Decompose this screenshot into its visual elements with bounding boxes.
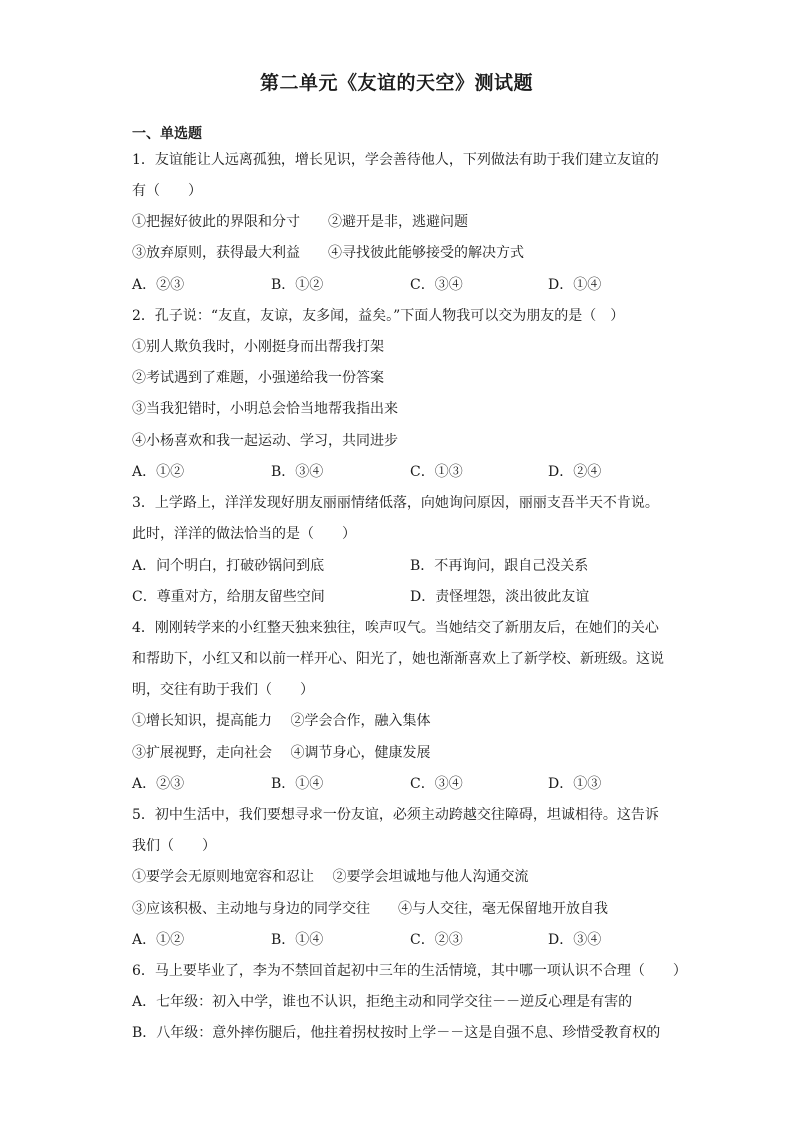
page-title: 第二单元《友谊的天空》测试题: [259, 72, 533, 94]
question-5-stem: 5．初中生活中，我们要想寻求一份友谊，必须主动跨越交往障碍，坦诚相待。这告诉: [132, 807, 659, 823]
question-5-items: ③应该积极、主动地与身边的同学交往 ④与人交往，毫无保留地开放自我: [132, 901, 608, 917]
question-1-option-c: C．③④: [410, 277, 463, 293]
question-2-stem: 2．孔子说：“友直，友谅，友多闻，益矣。”下面人物我可以交为朋友的是（ ）: [132, 308, 625, 324]
question-1-stem-cont: 有（ ）: [132, 183, 202, 199]
question-4-option-c: C．③④: [410, 776, 463, 792]
question-6-option-b: B．八年级：意外摔伤腿后，他拄着拐杖按时上学－－这是自强不息、珍惜受教育权的: [132, 1025, 661, 1041]
question-5-option-c: C．②③: [410, 932, 463, 948]
section-heading: 一、单选题: [132, 126, 202, 142]
question-2-option-a: A．①②: [132, 464, 185, 480]
question-2-option-c: C．①③: [410, 464, 463, 480]
question-4-stem-cont: 和帮助下，小红又和以前一样开心、阳光了，她也渐渐喜欢上了新学校、新班级。这说: [132, 651, 664, 667]
question-4-option-b: B．①④: [271, 776, 324, 792]
question-4-stem: 4．刚刚转学来的小红整天独来独往，唉声叹气。当她结交了新朋友后，在她们的关心: [132, 620, 659, 636]
question-2-item: ②考试遇到了难题，小强递给我一份答案: [132, 370, 384, 386]
question-4-option-a: A．②③: [132, 776, 185, 792]
question-4-stem-cont: 明，交往有助于我们（ ）: [132, 682, 314, 698]
question-6-option-a: A．七年级：初入中学，谁也不认识，拒绝主动和同学交往－－逆反心理是有害的: [132, 994, 633, 1010]
question-5-option-d: D．③④: [548, 932, 602, 948]
question-1-items: ①把握好彼此的界限和分寸 ②避开是非，逃避问题: [132, 214, 468, 230]
question-1-option-d: D．①④: [548, 277, 602, 293]
question-1-option-a: A．②③: [132, 277, 185, 293]
question-3-option-c: C．尊重对方，给朋友留些空间: [132, 589, 325, 605]
question-2-option-b: B．③④: [271, 464, 324, 480]
question-6-stem: 6．马上要毕业了，李为不禁回首起初中三年的生活情境，其中哪一项认识不合理（ ）: [132, 963, 687, 979]
question-4-option-d: D．①③: [548, 776, 602, 792]
question-5-option-b: B．①④: [271, 932, 324, 948]
question-2-option-d: D．②④: [548, 464, 602, 480]
question-3-option-d: D．责怪埋怨，淡出彼此友谊: [410, 589, 590, 605]
question-4-items: ①增长知识，提高能力 ②学会合作，融入集体: [132, 713, 431, 729]
question-4-items: ③扩展视野，走向社会 ④调节身心，健康发展: [132, 745, 431, 761]
question-2-item: ①别人欺负我时，小刚挺身而出帮我打架: [132, 339, 384, 355]
question-3-option-b: B．不再询问，跟自己没关系: [410, 558, 589, 574]
question-3-stem: 3．上学路上，洋洋发现好朋友丽丽情绪低落，向她询问原因，丽丽支吾半天不肯说。: [132, 495, 659, 511]
question-2-item: ④小杨喜欢和我一起运动、学习，共同进步: [132, 433, 398, 449]
question-3-stem-cont: 此时，洋洋的做法恰当的是（ ）: [132, 526, 356, 542]
question-5-items: ①要学会无原则地宽容和忍让 ②要学会坦诚地与他人沟通交流: [132, 869, 529, 885]
question-1-option-b: B．①②: [271, 277, 324, 293]
question-1-items: ③放弃原则，获得最大利益 ④寻找彼此能够接受的解决方式: [132, 245, 524, 261]
question-5-option-a: A．①②: [132, 932, 185, 948]
question-3-option-a: A．问个明白，打破砂锅问到底: [132, 558, 325, 574]
question-2-item: ③当我犯错时，小明总会恰当地帮我指出来: [132, 401, 398, 417]
question-5-stem-cont: 我们（ ）: [132, 838, 216, 854]
question-1-stem: 1．友谊能让人远离孤独，增长见识，学会善待他人，下列做法有助于我们建立友谊的: [132, 152, 659, 168]
